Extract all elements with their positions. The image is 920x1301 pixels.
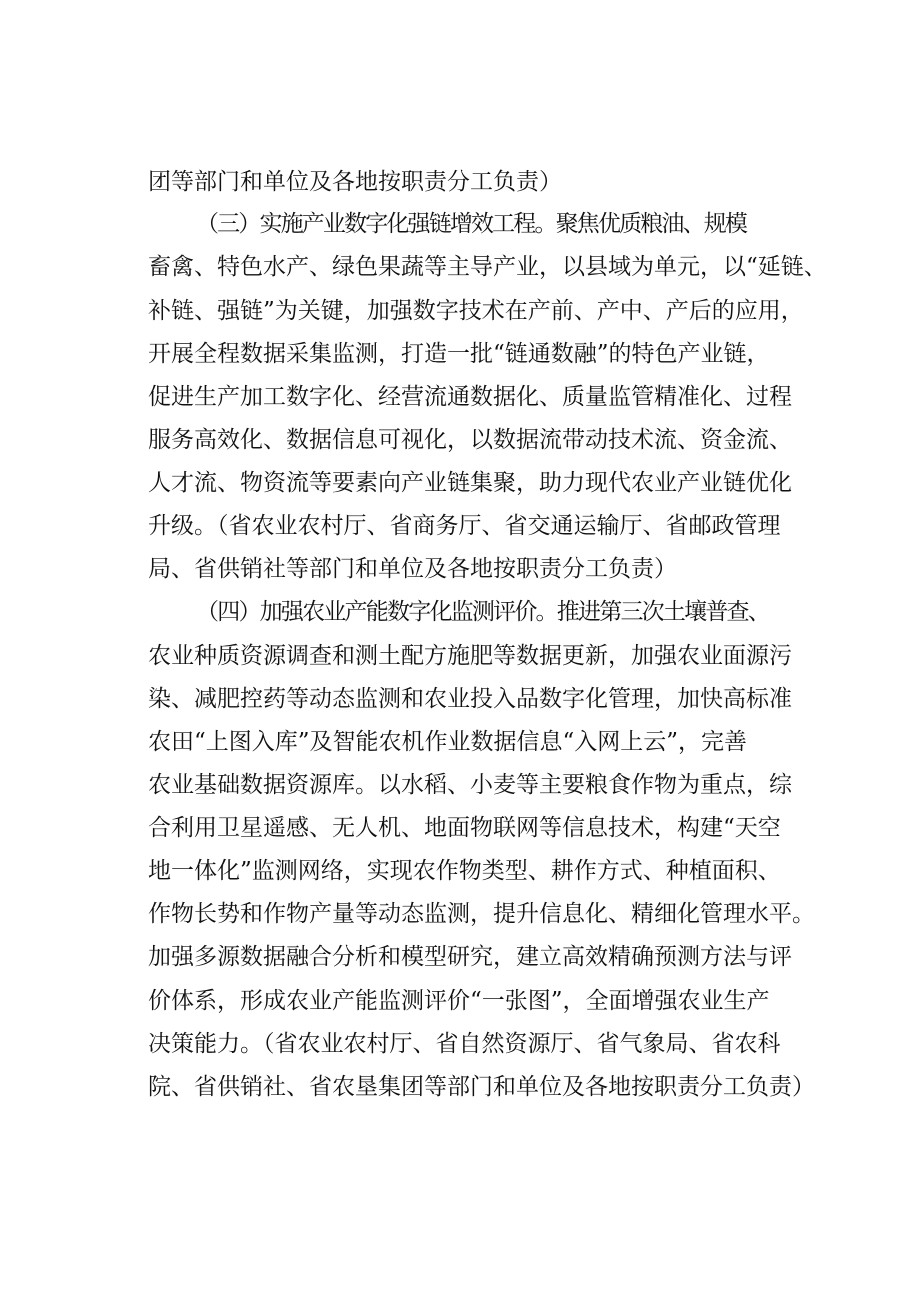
text-line: 畜禽、特色水产、绿色果蔬等主导产业，以县域为单元，以“延链、 <box>148 254 827 280</box>
text-line: 局、省供销社等部门和单位及各地按职责分工负责） <box>148 556 677 582</box>
text-line: 决策能力。（省农业农村厅、省自然资源厅、省气象局、省农科 <box>148 1031 781 1057</box>
section-3-heading-line: （三）实施产业数字化强链增效工程。聚焦优质粮油、规模 <box>196 211 747 237</box>
text-line: 农业种质资源调查和测土配方施肥等数据更新，加强农业面源污 <box>148 643 792 669</box>
text-line: 服务高效化、数据信息可视化，以数据流带动技术流、资金流、 <box>148 427 792 453</box>
text-line: 农田“上图入库”及智能农机作业数据信息“入网上云”，完善 <box>148 729 748 755</box>
text-line: 加强多源数据融合分析和模型研究，建立高效精确预测方法与评 <box>148 944 792 970</box>
text-line: 地一体化”监测网络，实现农作物类型、耕作方式、种植面积、 <box>148 858 781 884</box>
text-line: 农业基础数据资源库。以水稻、小麦等主要粮食作物为重点，综 <box>148 772 792 798</box>
text-line: 促进生产加工数字化、经营流通数据化、质量监管精准化、过程 <box>148 384 792 410</box>
text-line: 作物长势和作物产量等动态监测，提升信息化、精细化管理水平。 <box>148 901 815 927</box>
text-line: 补链、强链”为关键，加强数字技术在产前、产中、产后的应用， <box>148 298 804 324</box>
text-line: 染、减肥控药等动态监测和农业投入品数字化管理，加快高标准 <box>148 686 792 712</box>
text-line: 开展全程数据采集监测，打造一批“链通数融”的特色产业链， <box>148 341 770 367</box>
text-line: 升级。（省农业农村厅、省商务厅、省交通运输厅、省邮政管理 <box>148 513 781 539</box>
text-line: 团等部门和单位及各地按职责分工负责） <box>148 169 562 195</box>
section-4-heading-line: （四）加强农业产能数字化监测评价。推进第三次土壤普查、 <box>196 599 770 625</box>
text-line: 人才流、物资流等要素向产业链集聚，助力现代农业产业链优化 <box>148 470 792 496</box>
text-line: 价体系，形成农业产能监测评价“一张图”，全面增强农业生产 <box>148 988 770 1014</box>
text-line: 院、省供销社、省农垦集团等部门和单位及各地按职责分工负责） <box>148 1074 815 1100</box>
text-line: 合利用卫星遥感、无人机、地面物联网等信息技术，构建“天空 <box>148 815 781 841</box>
